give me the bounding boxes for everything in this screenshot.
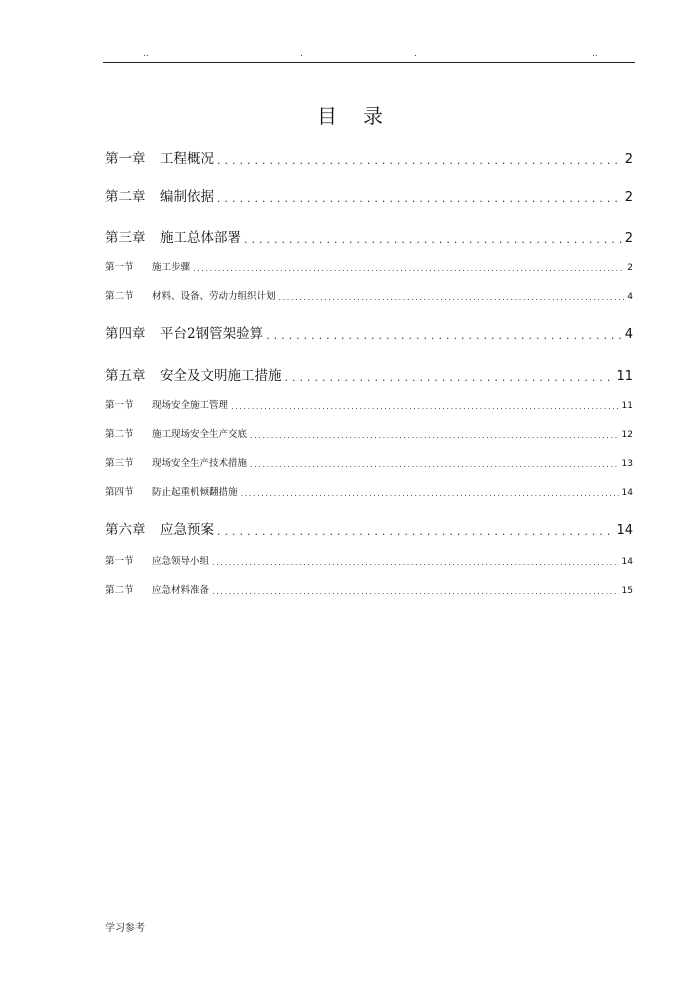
toc-entry[interactable] bbox=[105, 484, 633, 498]
leader-dots bbox=[231, 402, 619, 411]
toc-entry[interactable] bbox=[105, 582, 633, 596]
leader-dots bbox=[285, 371, 614, 384]
leader-dots bbox=[250, 460, 619, 469]
toc-entry-label: 编制依据 bbox=[160, 189, 214, 205]
toc-entry-number: 第三章 bbox=[105, 230, 146, 246]
toc-entry-number: 第二章 bbox=[105, 189, 146, 205]
header-mark: .. bbox=[143, 49, 149, 59]
toc-entry-page: 14 bbox=[621, 488, 633, 498]
leader-dots bbox=[279, 293, 625, 302]
toc-entry[interactable] bbox=[105, 147, 633, 167]
toc-entry-label: 应急预案 bbox=[160, 522, 214, 538]
toc-entry[interactable] bbox=[105, 322, 633, 342]
footer-text: 学习参考 bbox=[105, 923, 145, 934]
toc-entry[interactable] bbox=[105, 455, 633, 469]
toc-entry-number: 第一章 bbox=[105, 151, 146, 167]
toc-entry[interactable] bbox=[105, 259, 633, 273]
toc-entry-page: 11 bbox=[621, 401, 633, 411]
toc-entry-label: 平台2钢管架验算 bbox=[160, 326, 264, 342]
toc-entry-number: 第四章 bbox=[105, 326, 146, 342]
toc-entry-label: 应急材料准备 bbox=[152, 585, 210, 596]
leader-dots bbox=[250, 431, 619, 440]
toc-entry-label: 材料、设备、劳动力组织计划 bbox=[152, 291, 276, 302]
header-mark: . bbox=[300, 49, 303, 59]
leader-dots bbox=[241, 489, 619, 498]
toc-entry-label: 防止起重机倾翻措施 bbox=[152, 487, 238, 498]
toc-entry-number: 第二节 bbox=[105, 585, 134, 596]
toc-entry-label: 现场安全施工管理 bbox=[152, 400, 229, 411]
toc-entry[interactable] bbox=[105, 426, 633, 440]
toc-entry-number: 第一节 bbox=[105, 400, 134, 411]
toc-entry-page: 13 bbox=[621, 459, 633, 469]
toc-entry-number: 第二节 bbox=[105, 291, 134, 302]
toc-entry-number: 第一节 bbox=[105, 556, 134, 567]
toc-entry-page: 12 bbox=[621, 430, 633, 440]
toc-entry[interactable] bbox=[105, 364, 633, 384]
toc-entry-page: 2 bbox=[624, 231, 633, 246]
header-rule bbox=[103, 62, 635, 63]
toc-entry-page: 15 bbox=[621, 586, 633, 596]
toc-entry-page: 2 bbox=[627, 263, 633, 273]
toc-entry[interactable] bbox=[105, 518, 633, 538]
toc-entry-page: 2 bbox=[624, 190, 633, 205]
toc-entry-page: 4 bbox=[627, 292, 633, 302]
leader-dots bbox=[212, 587, 619, 596]
toc-title: 目录 bbox=[317, 104, 409, 128]
toc-entry-label: 施工现场安全生产交底 bbox=[152, 429, 248, 440]
toc-entry-label: 应急领导小组 bbox=[152, 556, 210, 567]
header-mark: .. bbox=[592, 49, 598, 59]
toc-entry-number: 第六章 bbox=[105, 522, 146, 538]
toc-entry-number: 第三节 bbox=[105, 458, 134, 469]
toc-entry[interactable] bbox=[105, 185, 633, 205]
toc-entry-page: 14 bbox=[616, 523, 633, 538]
leader-dots bbox=[244, 233, 622, 246]
toc-entry-label: 安全及文明施工措施 bbox=[160, 368, 282, 384]
leader-dots bbox=[193, 264, 624, 273]
toc-entry[interactable] bbox=[105, 288, 633, 302]
toc-entry-label: 施工总体部署 bbox=[160, 230, 241, 246]
toc-entry-number: 第二节 bbox=[105, 429, 134, 440]
toc-entry-label: 工程概况 bbox=[160, 151, 214, 167]
toc-entry[interactable] bbox=[105, 553, 633, 567]
toc-entry-number: 第一节 bbox=[105, 262, 134, 273]
toc-entry-number: 第五章 bbox=[105, 368, 146, 384]
header-mark: . bbox=[414, 49, 417, 59]
toc-entry-page: 14 bbox=[621, 557, 633, 567]
leader-dots bbox=[217, 525, 613, 538]
toc-entry-number: 第四节 bbox=[105, 487, 134, 498]
toc-entry-page: 4 bbox=[624, 327, 633, 342]
toc-entry-label: 施工步骤 bbox=[152, 262, 191, 273]
leader-dots bbox=[212, 558, 619, 567]
leader-dots bbox=[217, 154, 622, 167]
toc-entry[interactable] bbox=[105, 397, 633, 411]
toc-entry-page: 2 bbox=[624, 152, 633, 167]
leader-dots bbox=[266, 329, 622, 342]
toc-entry-page: 11 bbox=[616, 369, 633, 384]
toc-entry[interactable] bbox=[105, 226, 633, 246]
leader-dots bbox=[217, 192, 622, 205]
toc-entry-label: 现场安全生产技术措施 bbox=[152, 458, 248, 469]
